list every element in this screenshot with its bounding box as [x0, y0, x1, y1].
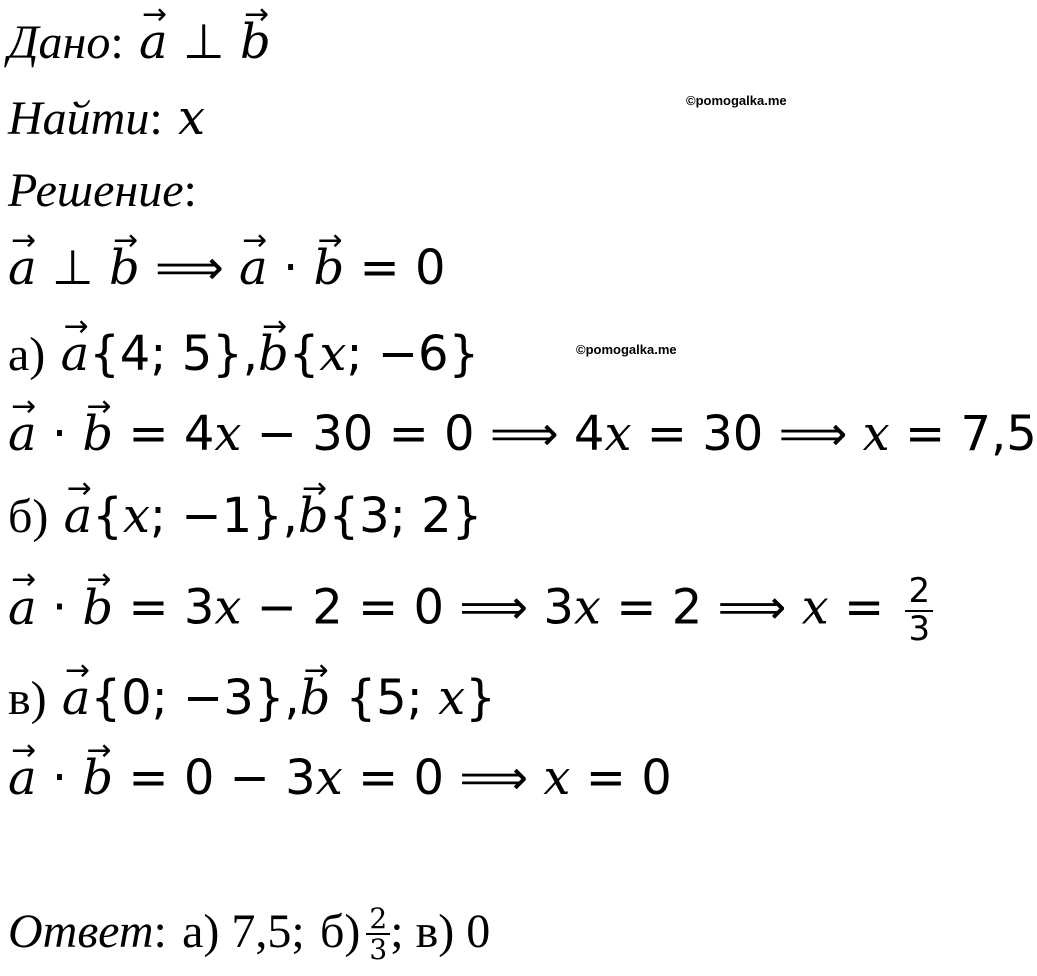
- solution-label: Решение: [8, 164, 184, 217]
- watermark-middle: ©pomogalka.me: [576, 342, 677, 357]
- rule-implies: ⟹: [154, 240, 224, 296]
- rule-perp: ⊥: [51, 240, 94, 296]
- part-a-line: а) → a{4; 5},→ b{x; −6}: [8, 330, 479, 379]
- answer-line: Ответ: а) 7,5; б) $\frac{2}{3}$ ; в) 0: [8, 902, 491, 967]
- part-v-prefix: в): [8, 672, 47, 725]
- find-line: Найти: x: [8, 90, 206, 146]
- answer-fraction: $\frac{2}{3}$: [366, 904, 390, 965]
- part-v-calc: → a · → b = 0 − 3x = 0 ⟹ x = 0: [8, 754, 672, 802]
- part-b-calc: → a · → b = 3x − 2 = 0 ⟹ 3x = 2 ⟹ x = $\frac{2}{3}$: [8, 574, 933, 647]
- part-b-prefix: б): [8, 490, 49, 543]
- part-b-fraction: $\frac{2}{3}$: [905, 574, 933, 647]
- perp-symbol: ⊥: [182, 14, 225, 70]
- part-a-prefix: а): [8, 328, 46, 381]
- rule-eq: = 0: [359, 240, 446, 296]
- part-v-line: в) → a{0; −3},→ b {5; x}: [8, 674, 496, 723]
- rule-dot: ·: [282, 240, 299, 296]
- find-variable: x: [177, 90, 206, 146]
- part-b-line: б) → a{x; −1},→ b{3; 2}: [8, 492, 482, 541]
- given-line: Дано: → a ⊥ → b: [8, 18, 271, 67]
- vector-b: → b: [240, 18, 271, 66]
- solution-heading: Решение:: [8, 164, 197, 217]
- watermark-top: ©pomogalka.me: [686, 93, 787, 108]
- find-label: Найти: [8, 92, 150, 145]
- vector-a: → a: [139, 18, 168, 66]
- answer-label: Ответ: [8, 904, 154, 958]
- part-a-calc: → a · → b = 4x − 30 = 0 ⟹ 4x = 30 ⟹ x = 7,5: [8, 410, 1037, 458]
- part-a-a-coords: {4; 5},: [89, 326, 259, 382]
- rule-line: → a ⊥ → b ⟹ → a · → b = 0: [8, 244, 445, 292]
- given-label: Дано: [8, 16, 111, 69]
